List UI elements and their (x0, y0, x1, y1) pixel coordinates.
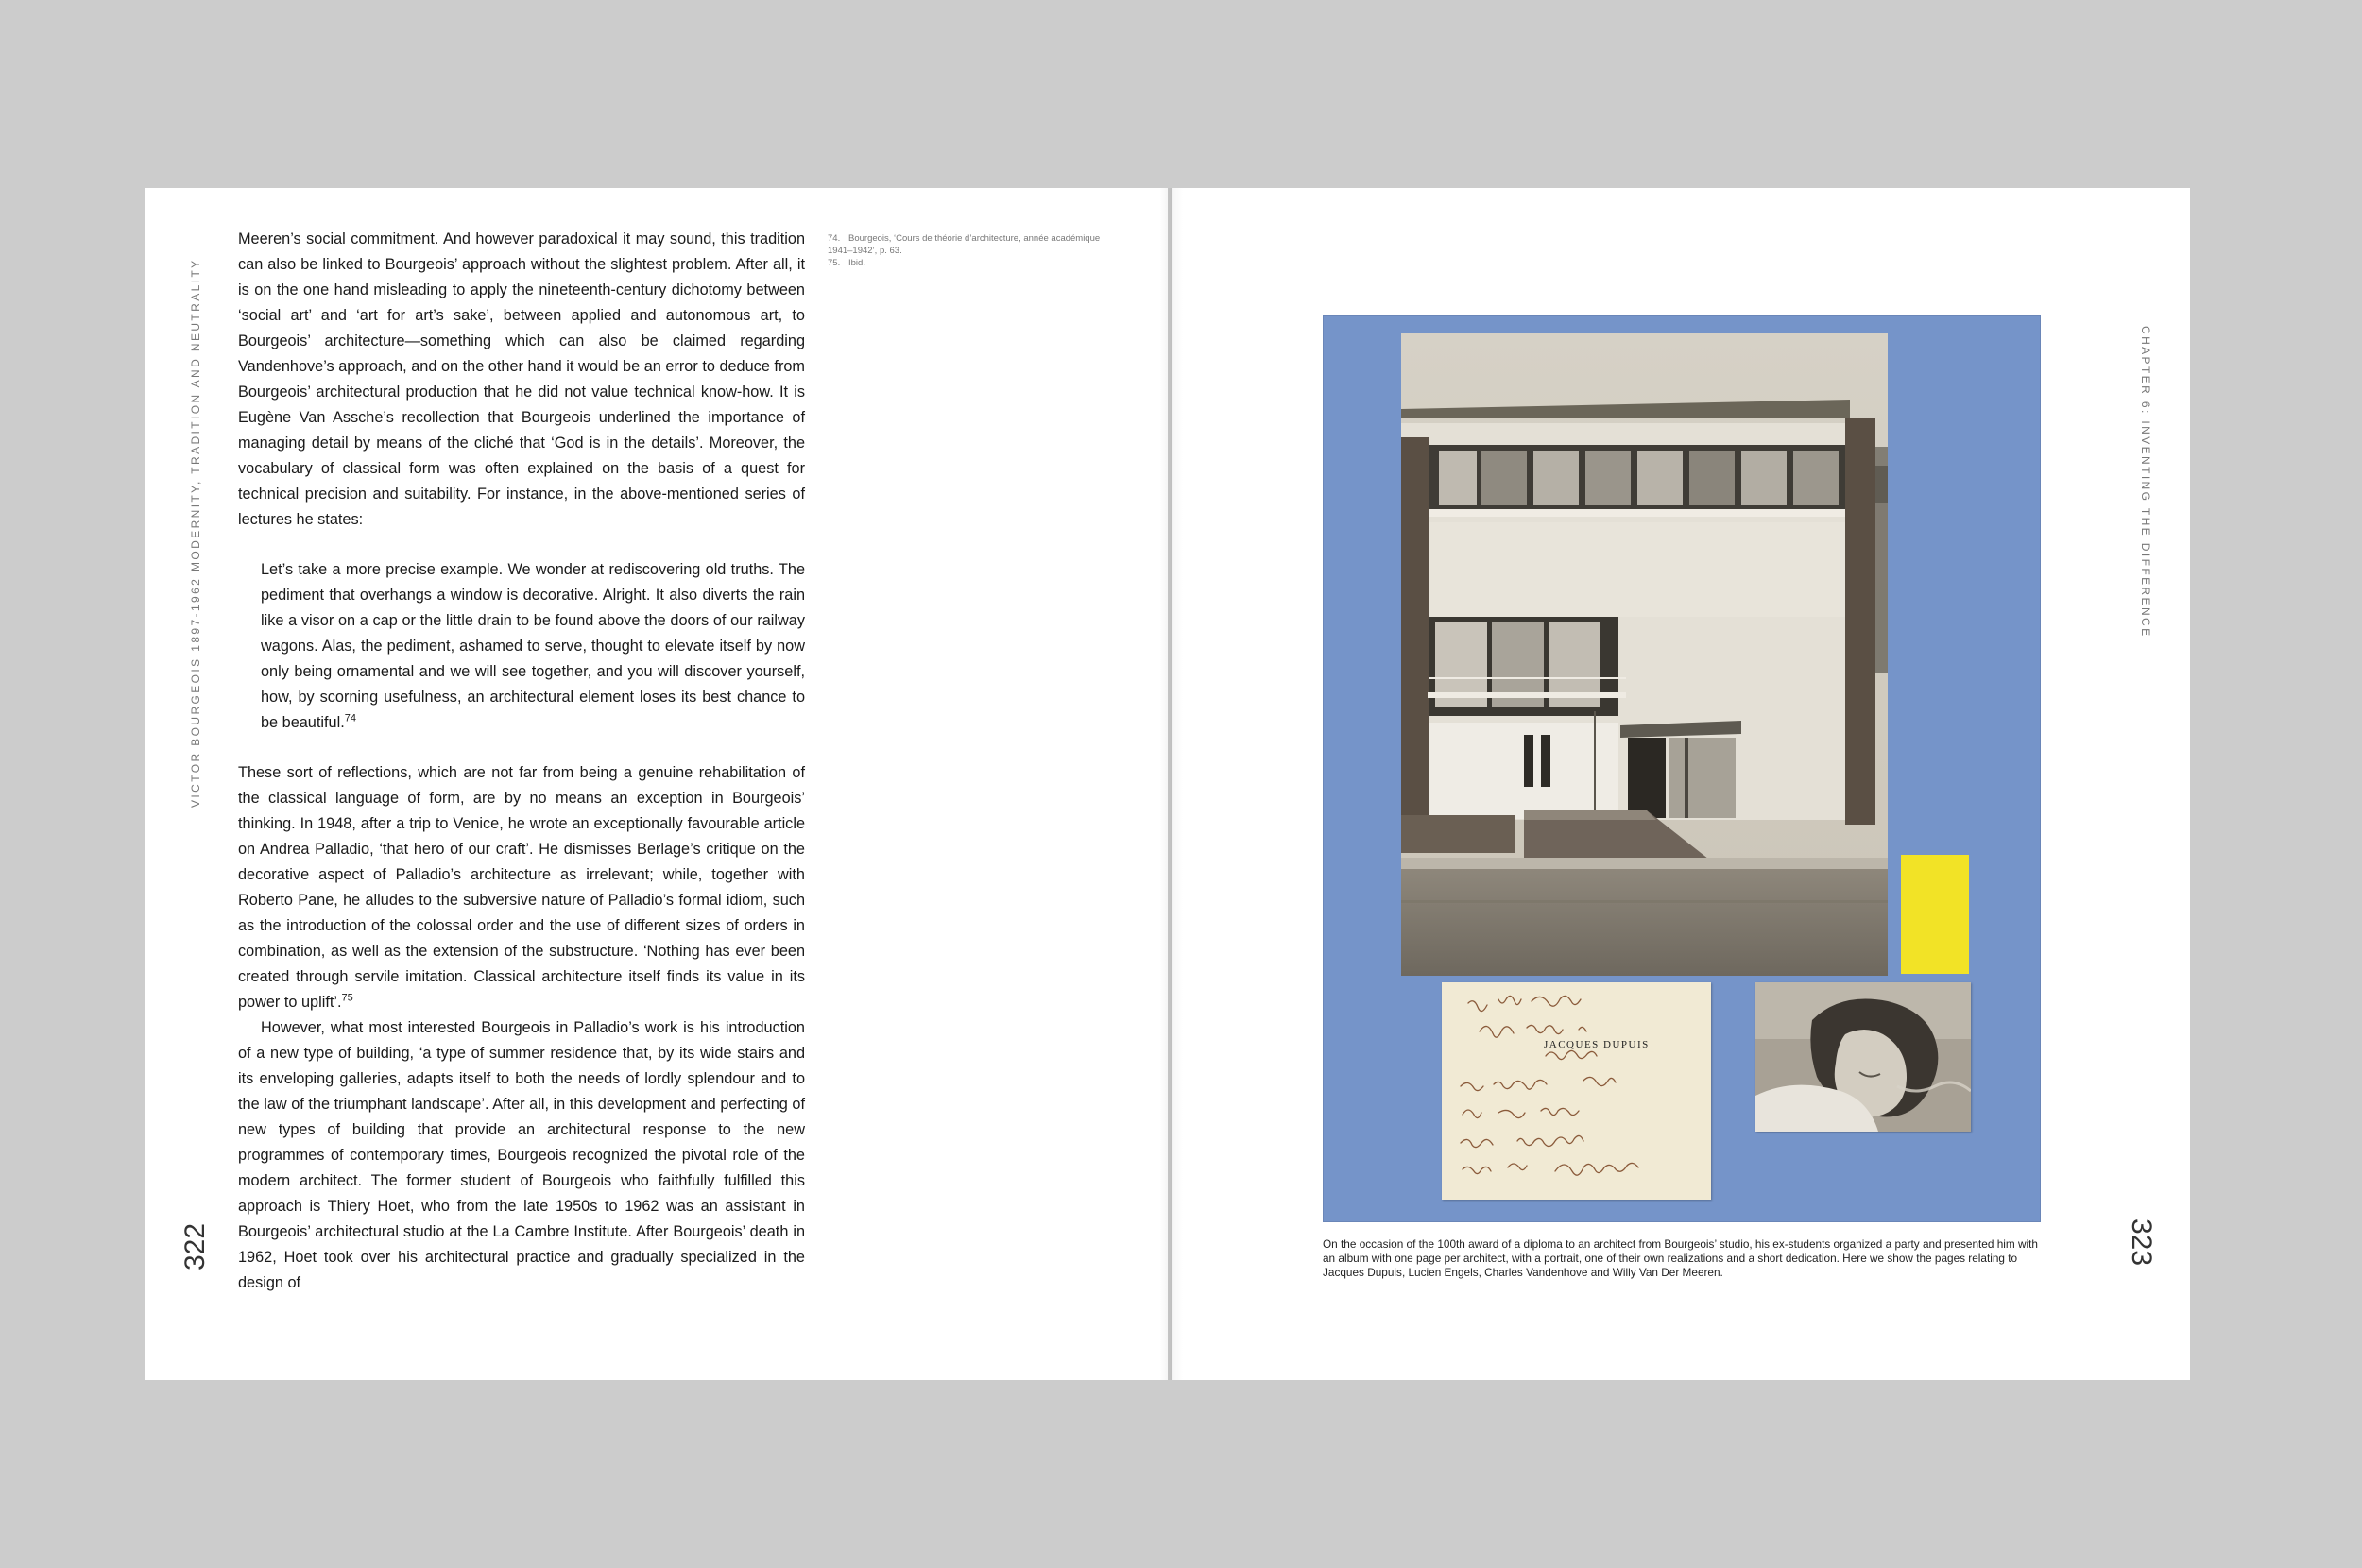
running-head-left: VICTOR BOURGEOIS 1897-1962 MODERNITY, TRADITION AND NEUTRALITY (189, 258, 202, 808)
yellow-sticker (1901, 855, 1969, 974)
body-text-column (238, 227, 805, 1296)
portrait-photograph (1755, 982, 1971, 1132)
footnote-number: 74. (828, 233, 841, 244)
footnote-text: Bourgeois, ‘Cours de théorie d’architecture, année académique 1941–1942’, p. 63. (828, 233, 1101, 256)
letterhead-name: JACQUES DUPUIS (1544, 1039, 1650, 1050)
paragraph-2-text: These sort of reflections, which are not far from being a genuine rehabilitation of the classical language of form, are by no means an exception in Bourgeois’ thinking. In 1948, after a trip to Venice, he wrote an exceptionally favourable article on Andrea Palladio, ‘that hero of our craft’. He dismisses Berlage’s critique on the decorative aspect of Palladio’s architecture as irrelevant; while, together with Roberto Pane, he alludes to the subversive nature of Palladio’s formal idiom, such as the introduction of the colossal order and the use of different sizes of orders in combination, as well as the extension of the substructure. ‘Nothing has ever been created through servile imitation. Classical architecture itself finds its value in its power to uplift’. (238, 764, 805, 1011)
page-number-left: 322 (180, 1222, 211, 1270)
footnote-number: 75. (828, 258, 841, 268)
footnote-ref-75: 75 (341, 992, 353, 1004)
footnotes (828, 232, 1102, 269)
book-gutter (1160, 188, 1183, 1380)
paragraph-1: Meeren’s social commitment. And however paradoxical it may sound, this tradition can also be linked to Bourgeois’ approach without the slightest problem. After all, it is on the one hand misleading to apply the nineteenth-century dichotomy between ‘social art’ and ‘art for art’s sake’, between applied and autonomous art, to Bourgeois’ architecture—something which can also be claimed regarding Vandenhove’s approach, and on the other hand it would be an error to deduce from Bourgeois’ architectural production that he did not value technical know-how. It is Eugène Van Assche’s recollection that Bourgeois underlined the importance of managing detail by means of the cliché that ‘God is in the details’. Moreover, the vocabulary of classical form was often explained on the basis of a quest for technical precision and suitability. For instance, in the above-mentioned series of lectures he states: (238, 230, 805, 528)
handwritten-signature (1442, 982, 1711, 1200)
figure-caption: On the occasion of the 100th award of a diploma to an architect from Bourgeois’ studio, his ex-students organized a party and presented him with an album with one page per architect, with a portrait, one of their own realizations and a short dedication. Here we show the pages relating to Jacques Dupuis, Lucien Engels, Charles Vandenhove and Willy Van Der Meeren. (1323, 1237, 2038, 1279)
running-head-right: CHAPTER 6: INVENTING THE DIFFERENCE (2139, 326, 2152, 639)
footnote-ref-74: 74 (344, 712, 356, 724)
house-photograph (1401, 333, 1888, 976)
block-quote-text: Let’s take a more precise example. We wonder at rediscovering old truths. The pediment that overhangs a window is decorative. Alright. It also diverts the rain like a visor on a cap or the little drain to be found above the doors of our railway wagons. Alas, the pediment, ashamed to serve, thought to elevate itself by now only being ornamental and we will see together, and you will discover yourself, how, by scorning usefulness, an architectural element loses its best chance to be beautiful. (261, 561, 805, 731)
page-number-right: 323 (2126, 1219, 2157, 1267)
footnote-74 (828, 232, 1102, 257)
footnote-text: Ibid. (848, 258, 865, 268)
footnote-75 (828, 257, 1102, 269)
paragraph-3: However, what most interested Bourgeois in Palladio’s work is his introduction of a new type of building, ‘a type of summer residence that, by its wide stairs and its enveloping galleries, adapts itself to both the needs of lordly splendour and to the law of the triumphant landscape’. After all, in this development and perfecting of new types of building that provide an architectural response to the new programmes of contemporary times, Bourgeois recognized the pivotal role of the modern architect. The former student of Bourgeois who faithfully fulfilled this approach is Thiery Hoet, who from the late 1950s to 1962 was an assistant in Bourgeois’ architectural studio at the La Cambre Institute. After Bourgeois’ death in 1962, Hoet took over his architectural practice and gradually specialized in the design of (238, 1019, 805, 1291)
handwritten-dedication-card (1442, 982, 1711, 1200)
paragraph-2 (238, 760, 805, 1015)
block-quote (261, 557, 805, 736)
